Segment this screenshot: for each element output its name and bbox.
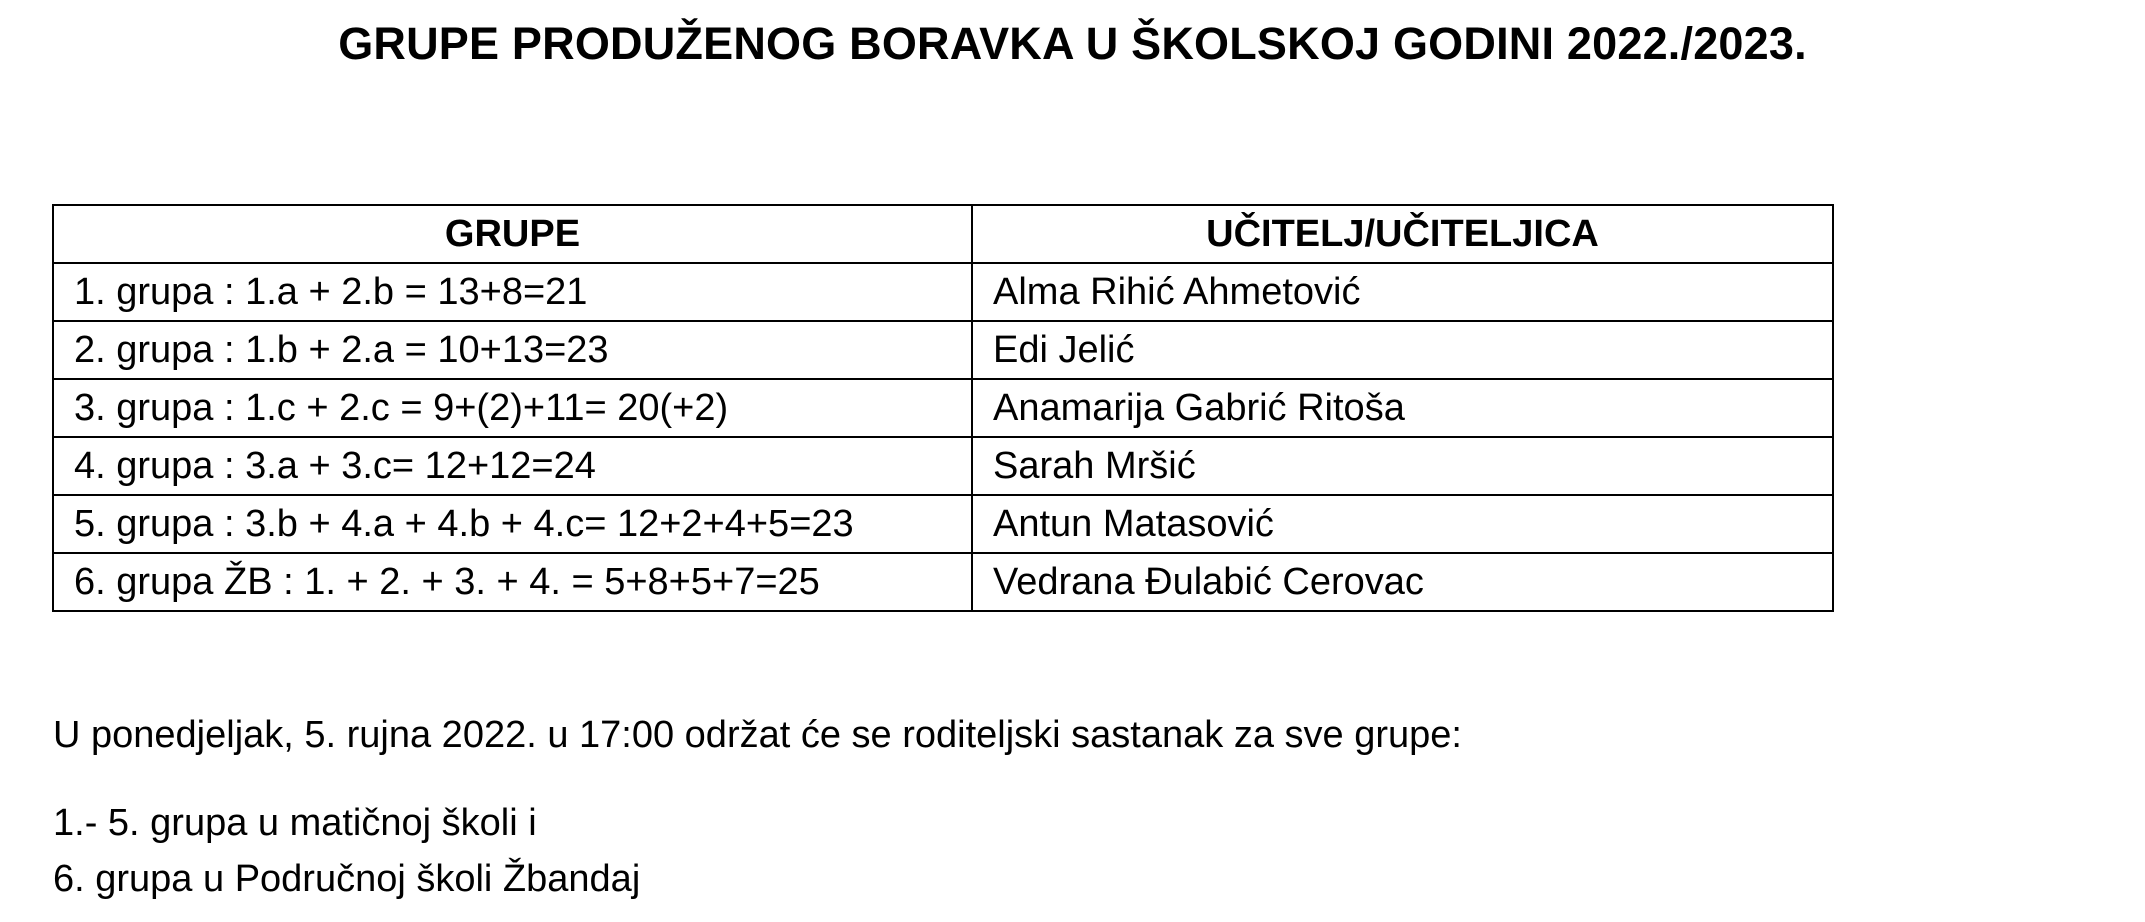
teacher-cell: Sarah Mršić [972,437,1833,495]
teacher-cell: Edi Jelić [972,321,1833,379]
group-cell: 1. grupa : 1.a + 2.b = 13+8=21 [53,263,972,321]
group-cell: 4. grupa : 3.a + 3.c= 12+12=24 [53,437,972,495]
header-teacher: UČITELJ/UČITELJICA [972,205,1833,263]
teacher-cell: Anamarija Gabrić Ritoša [972,379,1833,437]
table-row [53,553,1833,611]
table-header-row [53,205,1833,263]
group-cell: 3. grupa : 1.c + 2.c = 9+(2)+11= 20(+2) [53,379,972,437]
teacher-cell: Alma Rihić Ahmetović [972,263,1833,321]
table-row [53,379,1833,437]
teacher-cell: Antun Matasović [972,495,1833,553]
group-cell: 5. grupa : 3.b + 4.a + 4.b + 4.c= 12+2+4+5=23 [53,495,972,553]
table-row [53,321,1833,379]
page-title: GRUPE PRODUŽENOG BORAVKA U ŠKOLSKOJ GODINI 2022./2023. [338,18,1807,69]
meeting-notice: U ponedjeljak, 5. rujna 2022. u 17:00 održat će se roditeljski sastanak za sve grupe: [53,714,1462,756]
header-groups: GRUPE [53,205,972,263]
meeting-location-main-school: 1.- 5. grupa u matičnoj školi i [53,802,537,844]
group-cell: 6. grupa ŽB : 1. + 2. + 3. + 4. = 5+8+5+7=25 [53,553,972,611]
groups-table [52,204,1834,612]
table-row [53,495,1833,553]
table-row [53,437,1833,495]
teacher-cell: Vedrana Đulabić Cerovac [972,553,1833,611]
group-cell: 2. grupa : 1.b + 2.a = 10+13=23 [53,321,972,379]
table-row [53,263,1833,321]
meeting-location-branch-school: 6. grupa u Područnoj školi Žbandaj [53,858,641,900]
